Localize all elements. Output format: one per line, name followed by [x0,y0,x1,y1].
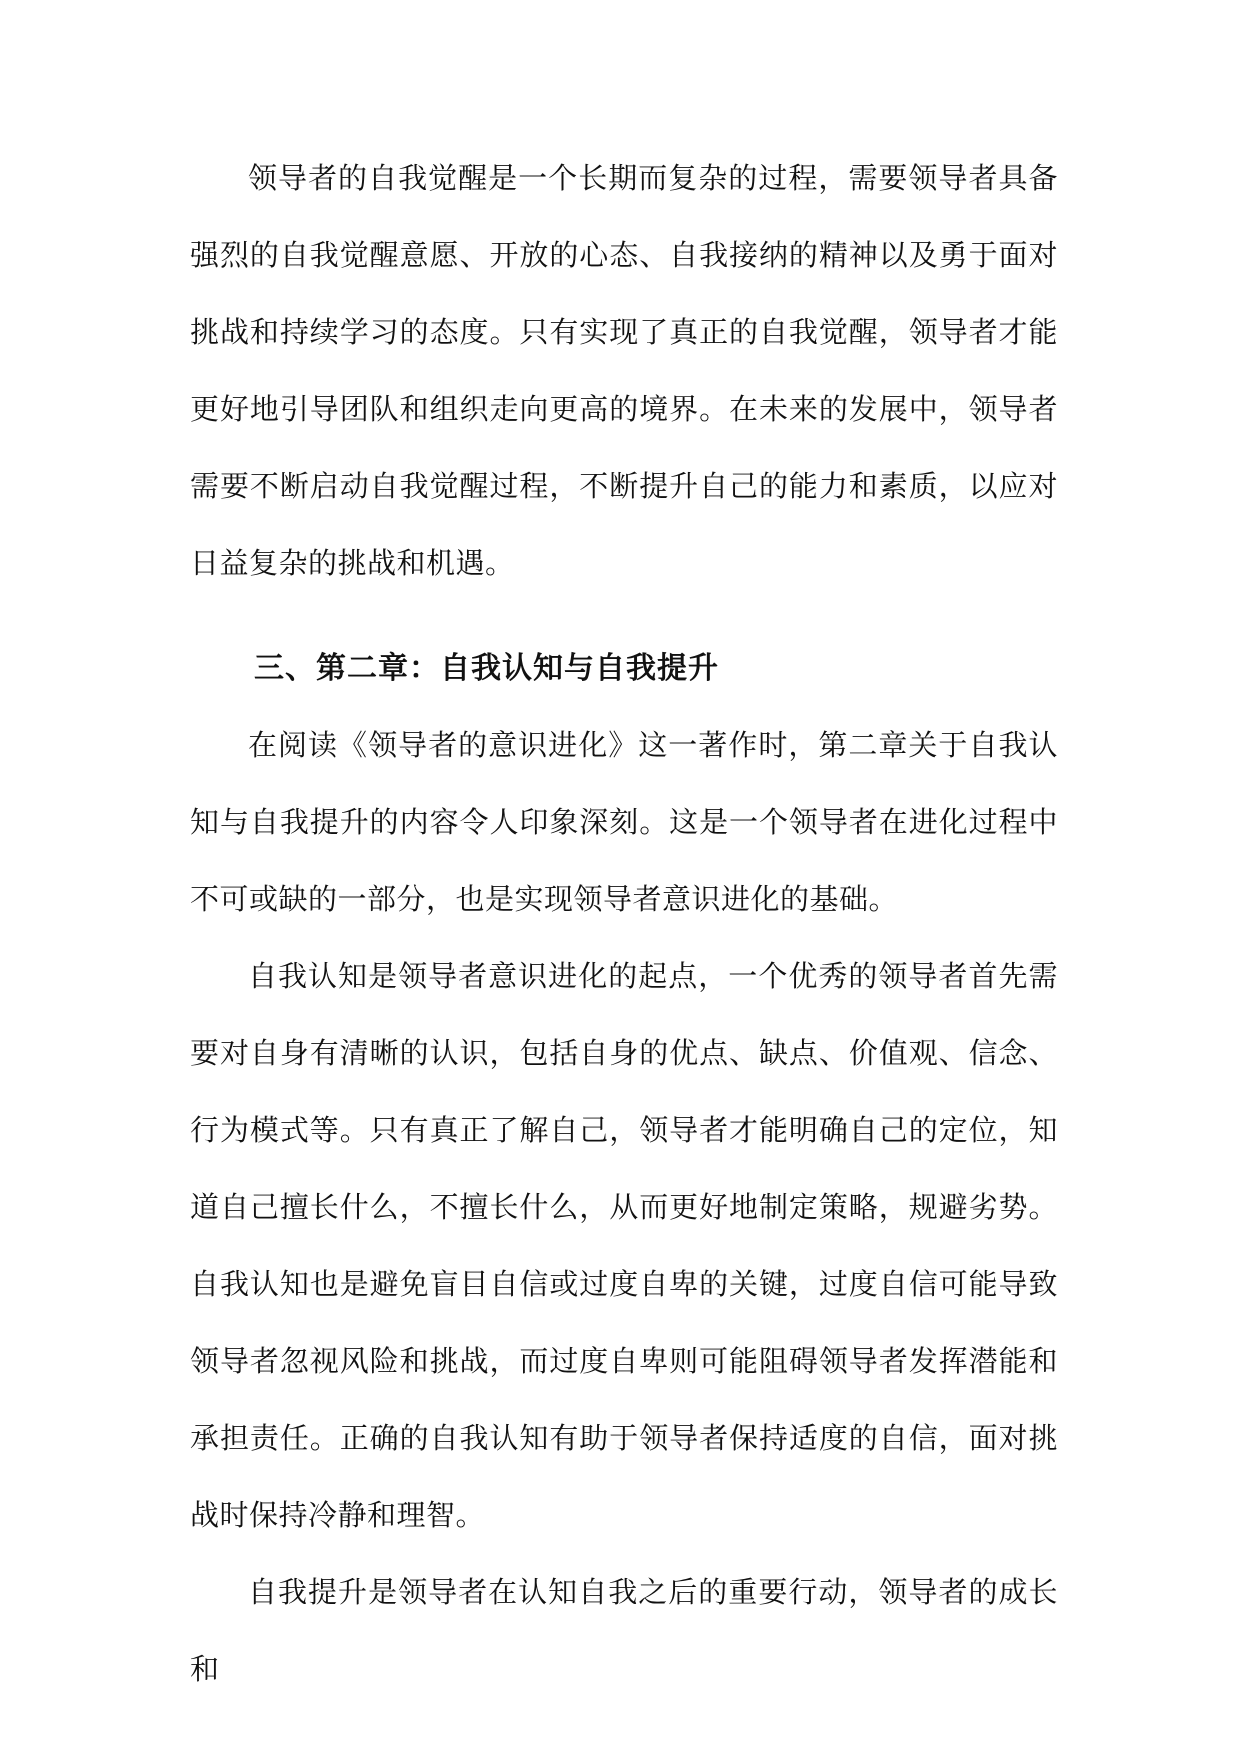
paragraph-self-improvement: 自我提升是领导者在认知自我之后的重要行动，领导者的成长和 [190,1575,1058,1686]
chapter-two-body [190,707,1058,1708]
paragraph-self-cognition: 自我认知是领导者意识进化的起点，一个优秀的领导者首先需要对自身有清晰的认识，包括自身的优点、缺点、价值观、信念、行为模式等。只有真正了解自己，领导者才能明确自己的定位，知道自己擅长什么，不擅长什么，从而更好地制定策略，规避劣势。自我认知也是避免盲目自信或过度自卑的关键，过度自信可能导致领导者忽视风险和挑战，而过度自卑则可能阻碍领导者发挥潜能和承担责任。正确的自我认知有助于领导者保持适度的自信，面对挑战时保持冷静和理智。 [190,959,1058,1532]
paragraph-self-awakening: 领导者的自我觉醒是一个长期而复杂的过程，需要领导者具备强烈的自我觉醒意愿、开放的心态、自我接纳的精神以及勇于面对挑战和持续学习的态度。只有实现了真正的自我觉醒，领导者才能更好地引导团队和组织走向更高的境界。在未来的发展中，领导者需要不断启动自我觉醒过程，不断提升自己的能力和素质，以应对日益复杂的挑战和机遇。 [190,161,1058,580]
document-page [190,140,1058,1708]
paragraph-reading-intro: 在阅读《领导者的意识进化》这一著作时，第二章关于自我认知与自我提升的内容令人印象深刻。这是一个领导者在进化过程中不可或缺的一部分，也是实现领导者意识进化的基础。 [190,728,1058,916]
section-heading-chapter-two: 三、第二章：自我认知与自我提升 [254,651,719,686]
